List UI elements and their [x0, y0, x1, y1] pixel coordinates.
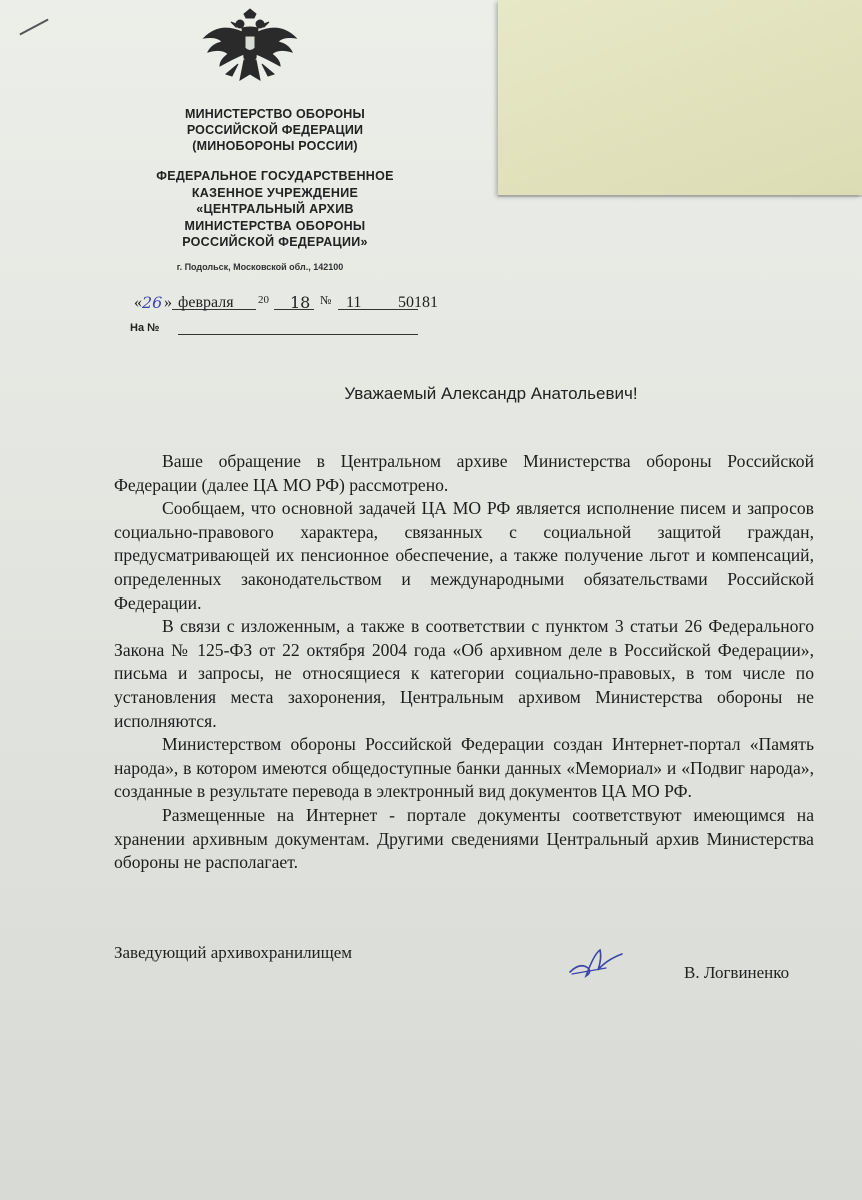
number-label: № — [320, 293, 332, 307]
letter-body — [114, 450, 814, 875]
signatory-name: В. Логвиненко — [684, 963, 790, 982]
date-open-quote: « — [134, 294, 142, 311]
institution-name — [120, 168, 430, 251]
reference-underline — [178, 334, 418, 335]
date-close-quote: » — [164, 294, 172, 311]
dateline — [130, 290, 470, 314]
number-part2: 50181 — [398, 294, 438, 311]
date-month: февраля — [178, 294, 234, 311]
reference-line — [130, 316, 430, 338]
institution-line: МИНИСТЕРСТВА ОБОРОНЫ — [184, 218, 366, 233]
ministry-line: МИНИСТЕРСТВО ОБОРОНЫ — [185, 107, 365, 121]
date-day: 26 — [142, 293, 163, 312]
ministry-name — [150, 106, 400, 154]
institution-line: КАЗЕННОЕ УЧРЕЖДЕНИЕ — [191, 185, 359, 200]
reference-label: На № — [130, 322, 160, 334]
background-sheet — [498, 0, 862, 195]
double-headed-eagle-emblem — [200, 8, 300, 90]
date-year: 18 — [290, 293, 311, 312]
institution-line: ФЕДЕРАЛЬНОЕ ГОСУДАРСТВЕННОЕ — [156, 169, 394, 183]
body-paragraph: Министерством обороны Российской Федерации создан Интернет-портал «Память народа», в котором имеются общедоступные банки данных «Мемориал» и «Подвиг народа», созданные в результате перевода в электронный вид документов ЦА МО РФ. — [114, 734, 814, 802]
body-paragraph: Сообщаем, что основной задачей ЦА МО РФ является исполнение писем и запросов социально-правового характера, связанных с социальной защитой граждан, предусматривающей их пенсионное обеспечение, а также получение льгот и компенсаций, определенных законодательством и международными обязательствами Российской Федерации. — [114, 498, 814, 613]
institution-line: «ЦЕНТРАЛЬНЫЙ АРХИВ — [196, 202, 354, 216]
body-paragraph: Ваше обращение в Центральном архиве Министерства обороны Российской Федерации (далее ЦА МО РФ) рассмотрено. — [114, 451, 814, 495]
signatory-title: Заведующий архивохранилищем — [114, 943, 353, 962]
institution-line: РОССИЙСКОЙ ФЕДЕРАЦИИ» — [182, 235, 368, 249]
institution-address: г. Подольск, Московской обл., 142100 — [176, 262, 344, 272]
date-year-prefix: 20 — [258, 294, 269, 306]
greeting: Уважаемый Александр Анатольевич! — [344, 384, 638, 403]
handwritten-signature — [566, 944, 626, 980]
sheet-edge — [498, 195, 862, 197]
number-part1: 11 — [346, 294, 362, 311]
ministry-line: РОССИЙСКОЙ ФЕДЕРАЦИИ — [186, 123, 364, 137]
ministry-line: (МИНОБОРОНЫ РОССИИ) — [192, 139, 358, 153]
body-paragraph: Размещенные на Интернет - портале документы соответствуют имеющимся на хранении архивным документам. Другими сведениями Центральный архив Министерства обороны не располагает. — [114, 804, 814, 873]
body-paragraph: В связи с изложенным, а также в соответствии с пунктом 3 статьи 26 Федерального Закона № 125-ФЗ от 22 октября 2004 года «Об архивном деле в Российской Федерации», письма и запросы, не относящиеся к категории социально-правовых, в том числе по установления места захоронения, Центральным архивом Министерства обороны не исполняются. — [114, 616, 814, 731]
